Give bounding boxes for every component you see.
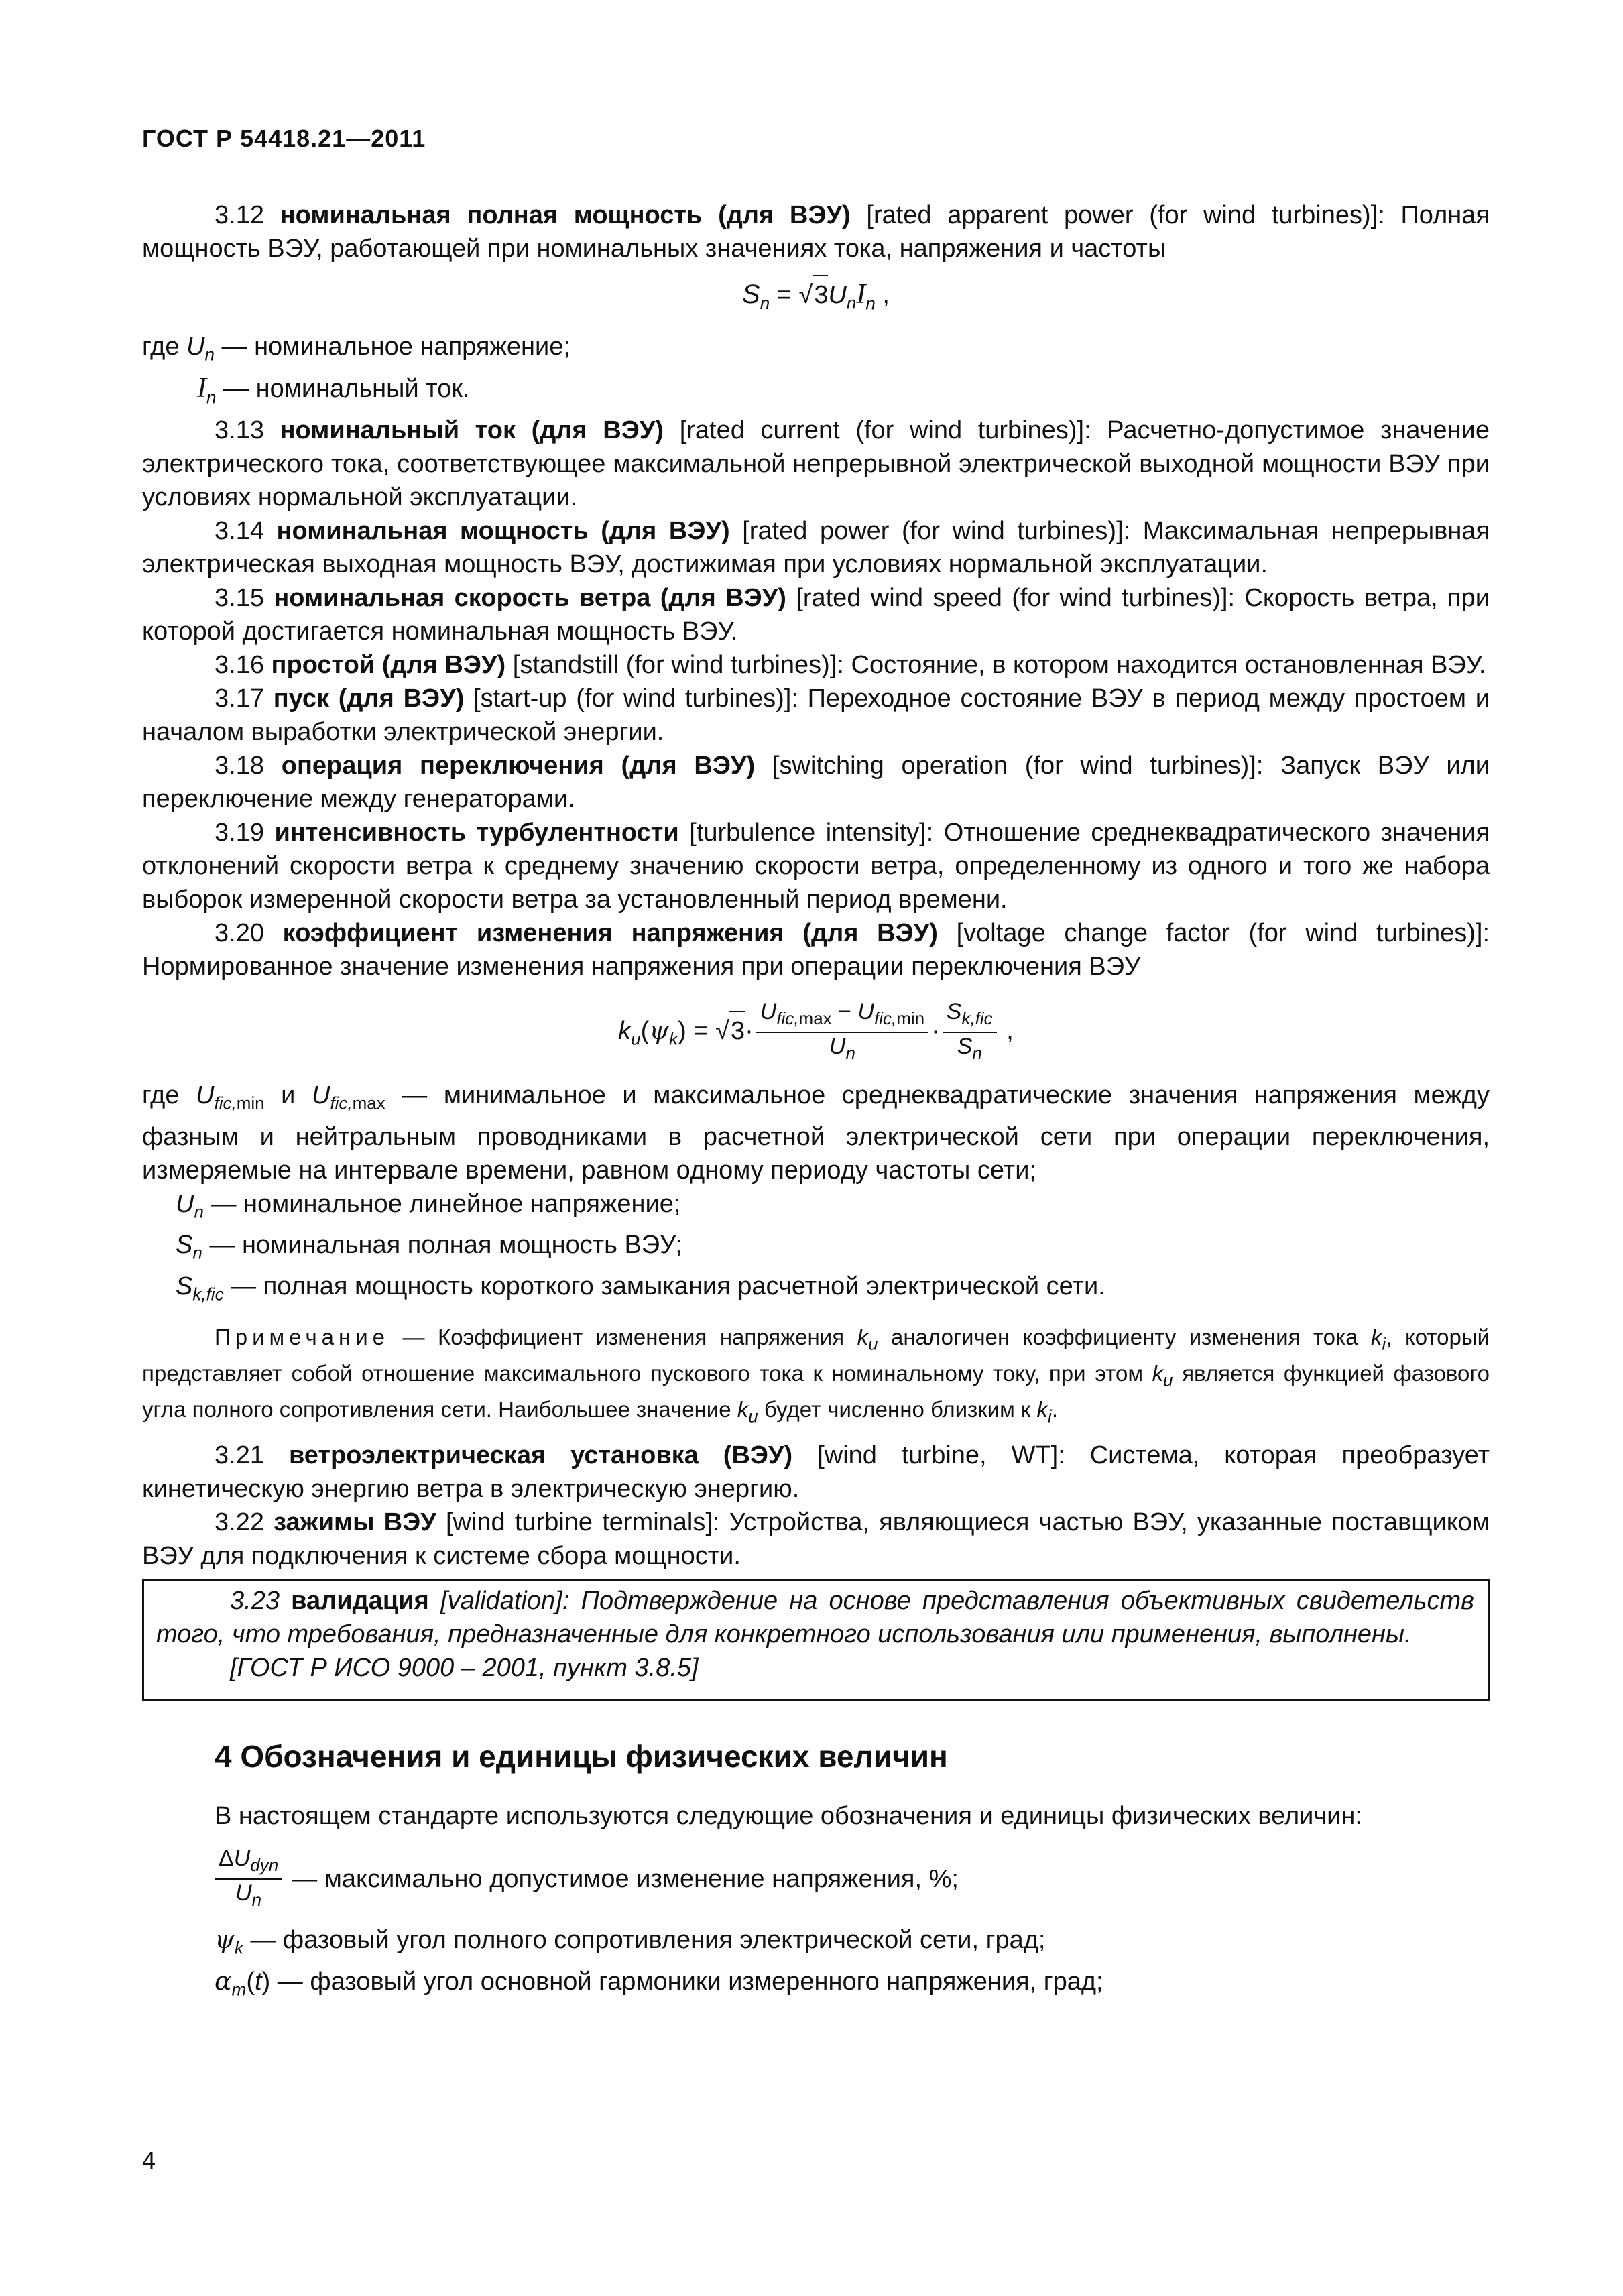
- term-definition: : Нормированное значение изменения напряжения при операции переключения ВЭУ: [142, 919, 1490, 981]
- section-4-intro: В настоящем стандарте используются следующие обозначения и единицы физических величин:: [215, 1802, 1362, 1831]
- term-title: ветроэлектрическая установка (ВЭУ): [288, 1441, 793, 1470]
- term-3-19: [142, 816, 1490, 916]
- term-definition: : Максимальная непрерывная электрическая выходная мощность ВЭУ, достижимая при условиях нормальной эксплуатации.: [142, 517, 1490, 579]
- term-definition: : Скорость ветра, при которой достигается номинальная мощность ВЭУ.: [142, 584, 1490, 646]
- term-english: [start-up (for wind turbines)]: [473, 684, 792, 713]
- term-3-15: [142, 581, 1490, 648]
- term-number: 3.16: [215, 651, 264, 680]
- term-english: [rated current (for wind turbines)]: [679, 416, 1085, 445]
- formula-ku: $k_u(\psi_k) = √3\cdot$ $\frac{U_{fic,max} - U_{fic,min}}{U_n}$ · $\frac{S_{k,fic}}{S_n}$ ,: [618, 999, 1014, 1063]
- term-title: простой (для ВЭУ): [271, 651, 506, 680]
- term-definition: : Система, которая преобразует кинетическую энергию ветра в электрическую энергию.: [142, 1441, 1490, 1504]
- symbol-desc: — фазовый угол основной гармоники измеренного напряжения, град;: [277, 1968, 1103, 1996]
- term-definition: : Запуск ВЭУ или переключение между генераторами.: [142, 751, 1490, 814]
- term-title: операция переключения (для ВЭУ): [281, 751, 756, 780]
- term-3-22: [142, 1506, 1490, 1573]
- term-title: номинальная скорость ветра (для ВЭУ): [274, 584, 786, 613]
- term-3-17: [142, 682, 1490, 749]
- where-ufic-desc: — минимальное и максимальное среднеквадратические значения напряжения между фазным и нейтральным проводниками в расчетной электрической сети при операции переключения, измеряемые на интервале времени, равном одному периоду частоты сети;: [142, 1081, 1490, 1185]
- term-english: [rated power (for wind turbines)]: [742, 517, 1124, 546]
- term-3-13: [142, 414, 1490, 514]
- term-number: 3.12: [215, 201, 264, 229]
- note-3-20: Примечание — Коэффициент изменения напряжения $k_u$ аналогичен коэффициенту изменения тока $k_i$, который представляет собой отношение максимального пускового тока к номинальному току, при этом $k_u$ является функцией фазового угла полного сопротивления сети. Наибольшее значение $k_u$ будет численно близким к $k_i$.: [142, 1325, 1490, 1427]
- page-number: 4: [142, 2147, 156, 2174]
- where-block-3-12: где $U_n$ — номинальное напряжение; $I_n$ — номинальный ток.: [142, 333, 570, 408]
- term-3-23: [156, 1584, 1474, 1651]
- note-label: Примечание: [215, 1325, 390, 1350]
- term-definition: : Переходное состояние ВЭУ в период между простоем и началом выработки электрической энергии.: [142, 684, 1490, 747]
- symbol-desc: — фазовый угол полного сопротивления электрической сети, град;: [250, 1925, 1046, 1954]
- term-english: [rated wind speed (for wind turbines)]: [796, 584, 1228, 613]
- term-definition: : Состояние, в котором находится остановленная ВЭУ.: [837, 651, 1486, 680]
- and-word: и: [281, 1081, 296, 1109]
- term-definition: : Расчетно-допустимое значение электрического тока, соответствующее максимальной непрерывной электрической выходной мощности ВЭУ при условиях нормальной эксплуатации.: [142, 416, 1490, 512]
- term-number: 3.23: [230, 1587, 280, 1616]
- term-number: 3.14: [215, 517, 264, 546]
- symbol-item: $\alpha_m(t)$ — фазовый угол основной гармоники измеренного напряжения, град;: [215, 1966, 1103, 2000]
- where-in-desc: — номинальный ток.: [223, 374, 470, 403]
- where-un-desc: — номинальное линейное напряжение;: [211, 1189, 681, 1218]
- term-number: 3.18: [215, 751, 264, 780]
- note-text-6: .: [1051, 1396, 1058, 1422]
- term-3-20: [142, 916, 1490, 983]
- term-3-14: [142, 514, 1490, 581]
- term-english: [wind turbine terminals]: [445, 1508, 713, 1537]
- term-3-21: [142, 1439, 1490, 1506]
- term-number: 3.20: [215, 919, 264, 948]
- symbol-item: $\frac{\Delta U_{dyn}}{U_n}$ — максимально допустимое изменение напряжения, %;: [215, 1845, 1490, 1913]
- term-3-16: [142, 648, 1490, 682]
- where-list-3-20: $U_n$ — номинальное линейное напряжение; $S_n$ — номинальная полная мощность ВЭУ; $S_{k,fic}$ — полная мощность короткого замыкания расчетной электрической сети.: [176, 1189, 1105, 1305]
- note-text-2: аналогичен коэффициенту изменения тока: [891, 1325, 1358, 1350]
- term-english: [validation]: [440, 1587, 562, 1616]
- note-text-5: будет численно близким к: [764, 1396, 1031, 1422]
- standard-header: ГОСТ Р 54418.21—2011: [142, 125, 426, 152]
- term-definition: : Полная мощность ВЭУ, работающей при номинальных значениях тока, напряжения и частоты: [142, 201, 1490, 263]
- term-english: [wind turbine, WT]: [817, 1441, 1059, 1470]
- term-title: номинальная мощность (для ВЭУ): [276, 517, 730, 546]
- term-title: номинальная полная мощность (для ВЭУ): [280, 201, 851, 229]
- where-block-3-20: где $U_{fic,min}$ и $U_{fic,max}$ — минимальное и максимальное среднеквадратические значения напряжения между фазным и нейтральным проводниками в расчетной электрической сети при операции переключения, измеряемые на интервале времени, равном одному периоду частоты сети;: [142, 1081, 1490, 1185]
- term-english: [rated apparent power (for wind turbines)]: [866, 201, 1378, 229]
- symbol-desc: — максимально допустимое изменение напряжения, %;: [292, 1864, 959, 1893]
- term-title: коэффициент изменения напряжения (для ВЭУ): [282, 919, 938, 948]
- where-word: где: [142, 333, 180, 361]
- term-number: 3.22: [215, 1508, 264, 1537]
- term-number: 3.15: [215, 584, 264, 613]
- term-3-23-box: [142, 1579, 1490, 1701]
- note-text-1: — Коэффициент изменения напряжения: [402, 1325, 845, 1350]
- symbols-list: [142, 1845, 1490, 2006]
- term-definition: : Устройства, являющиеся частью ВЭУ, указанные поставщиком ВЭУ для подключения к системе сбора мощности.: [142, 1508, 1490, 1571]
- term-title: пуск (для ВЭУ): [273, 684, 465, 713]
- term-english: [turbulence intensity]: [689, 819, 926, 847]
- where-word: где: [142, 1081, 180, 1109]
- term-number: 3.21: [215, 1441, 264, 1470]
- section-4-title: 4 Обозначения и единицы физических величин: [215, 1739, 948, 1774]
- term-english: [switching operation (for wind turbines)]: [772, 751, 1256, 780]
- where-sn-desc: — номинальная полная мощность ВЭУ;: [209, 1231, 682, 1260]
- where-sk-desc: — полная мощность короткого замыкания расчетной электрической сети.: [231, 1272, 1105, 1301]
- term-definition: : Подтверждение на основе представления объективных свидетельств того, что требования, предназначенные для конкретного использования или применения, выполнены.: [156, 1587, 1474, 1649]
- term-definition: : Отношение среднеквадратического значения отклонений скорости ветра к среднему значению скорости ветра, определенному из одного и того же набора выборок измеренной скорости ветра за установленный период времени.: [142, 819, 1490, 914]
- note-text-3: , который представляет собой отношение максимального пускового тока к номинальному току, при этом: [142, 1325, 1490, 1386]
- term-3-23-reference: [ГОСТ Р ИСО 9000 – 2001, пункт 3.8.5]: [230, 1654, 699, 1683]
- term-number: 3.17: [215, 684, 264, 713]
- term-3-18: [142, 749, 1490, 816]
- note-text-4: является функцией фазового угла полного сопротивления сети. Наибольшее значение: [142, 1360, 1490, 1422]
- formula-sn: $S_n = √3U_nI_n$ ,: [142, 275, 1490, 322]
- term-title: валидация: [291, 1587, 429, 1616]
- term-number: 3.19: [215, 819, 264, 847]
- term-3-12: [142, 198, 1490, 265]
- where-un-desc: — номинальное напряжение;: [221, 333, 570, 361]
- term-title: номинальный ток (для ВЭУ): [280, 416, 664, 445]
- term-title: интенсивность турбулентности: [274, 819, 679, 847]
- term-number: 3.13: [215, 416, 264, 445]
- term-title: зажимы ВЭУ: [274, 1508, 436, 1537]
- document-body: [142, 198, 1490, 2006]
- term-english: [standstill (for wind turbines)]: [512, 651, 837, 680]
- symbol-item: $\psi_k$ — фазовый угол полного сопротивления электрической сети, град;: [215, 1924, 1046, 1958]
- term-english: [voltage change factor (for wind turbines)]: [956, 919, 1483, 948]
